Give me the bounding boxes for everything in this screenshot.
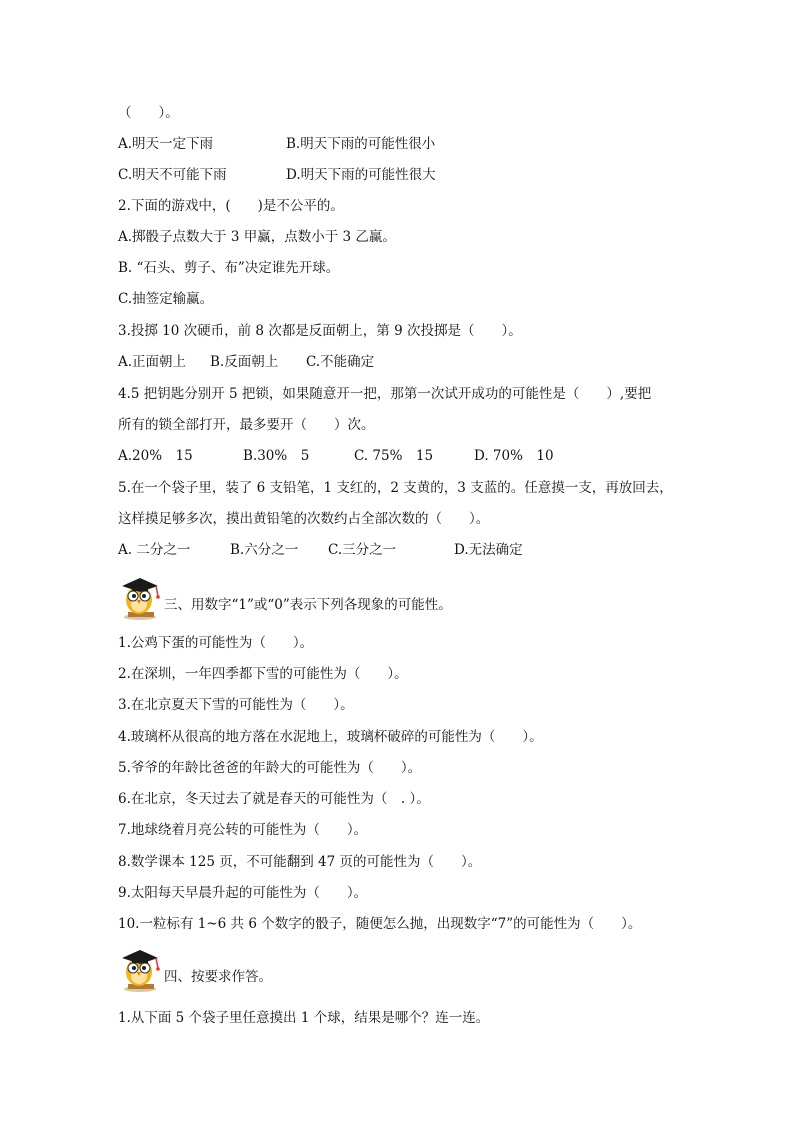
p3-item-10: 10.一粒标有 1~6 共 6 个数字的骰子，随便怎么抛，出现数字“7”的可能性为（ ）。 bbox=[118, 916, 642, 932]
p3-item-6: 6.在北京，冬天过去了就是春天的可能性为（ . ）。 bbox=[118, 791, 430, 807]
p3-item-7: 7.地球绕着月亮公转的可能性为（ ）。 bbox=[118, 822, 368, 838]
q5-option-b: B.六分之一 bbox=[230, 542, 299, 558]
q4-option-a: A.20% 15 bbox=[118, 448, 193, 464]
p4-question-1: 1.从下面 5 个袋子里任意摸出 1 个球，结果是哪个？连一连。 bbox=[118, 1010, 490, 1026]
p3-item-2: 2.在深圳，一年四季都下雪的可能性为（ ）。 bbox=[118, 666, 408, 682]
q4-option-d: D. 70% 10 bbox=[474, 448, 554, 464]
p3-item-5: 5.爷爷的年龄比爸爸的年龄大的可能性为（ ）。 bbox=[118, 760, 422, 776]
q5-options bbox=[118, 541, 523, 559]
q4-text-line-2: 所有的锁全部打开，最多要开（ ）次。 bbox=[118, 417, 375, 433]
q1-option-c: C.明天不可能下雨 bbox=[118, 167, 227, 183]
q5-option-d: D.无法确定 bbox=[454, 542, 523, 558]
q4-options bbox=[118, 447, 554, 465]
q5-text-line-1: 5.在一个袋子里，装了 6 支铅笔，1 支红的，2 支黄的，3 支蓝的。任意摸一支，再放回去， bbox=[118, 480, 673, 496]
p3-item-1: 1.公鸡下蛋的可能性为（ ）。 bbox=[118, 635, 314, 651]
q5-text-line-2: 这样摸足够多次，摸出黄铅笔的次数约占全部次数的（ ）。 bbox=[118, 511, 490, 527]
p3-item-8: 8.数学课本 125 页，不可能翻到 47 页的可能性为（ ）。 bbox=[118, 854, 482, 870]
owl-doctor-icon bbox=[118, 574, 162, 620]
q3-option-b: B.反面朝上 bbox=[210, 354, 279, 370]
q2-option-c: C.抽签定输赢。 bbox=[118, 291, 214, 307]
q1-option-d: D.明天下雨的可能性很大 bbox=[286, 167, 436, 183]
p3-item-4: 4.玻璃杯从很高的地方落在水泥地上，玻璃杯破碎的可能性为（ ）。 bbox=[118, 729, 543, 745]
q1-options-row-1 bbox=[118, 135, 435, 153]
q3-option-c: C.不能确定 bbox=[306, 354, 375, 370]
q5-option-a: A. 二分之一 bbox=[118, 542, 191, 558]
q4-text-line-1: 4.5 把钥匙分别开 5 把锁，如果随意开一把，那第一次试开成功的可能性是（ ）,要把 bbox=[118, 386, 652, 402]
q5-option-c: C.三分之一 bbox=[328, 542, 397, 558]
owl-doctor-icon bbox=[118, 946, 162, 992]
q1-tail: （ ）。 bbox=[118, 105, 179, 121]
q4-option-c: C. 75% 15 bbox=[354, 448, 434, 464]
q1-options-row-2 bbox=[118, 166, 436, 184]
q1-option-b: B.明天下雨的可能性很小 bbox=[286, 136, 436, 152]
section-4-title: 四、按要求作答。 bbox=[164, 969, 272, 985]
q4-option-b: B.30% 5 bbox=[243, 448, 310, 464]
q2-option-b: B. “石头、剪子、布”决定谁先开球。 bbox=[118, 260, 340, 276]
q3-text: 3.投掷 10 次硬币，前 8 次都是反面朝上，第 9 次投掷是（ ）。 bbox=[118, 323, 522, 339]
q3-options bbox=[118, 353, 374, 371]
p3-item-3: 3.在北京夏天下雪的可能性为（ ）。 bbox=[118, 697, 354, 713]
q3-option-a: A.正面朝上 bbox=[118, 354, 187, 370]
q2-option-a: A.掷骰子点数大于 3 甲赢，点数小于 3 乙赢。 bbox=[118, 229, 396, 245]
p3-item-9: 9.太阳每天早晨升起的可能性为（ ）。 bbox=[118, 885, 368, 901]
q2-text: 2.下面的游戏中，( )是不公平的。 bbox=[118, 198, 344, 214]
q1-option-a: A.明天一定下雨 bbox=[118, 136, 214, 152]
section-3-title: 三、用数字“1”或“0”表示下列各现象的可能性。 bbox=[164, 597, 452, 613]
